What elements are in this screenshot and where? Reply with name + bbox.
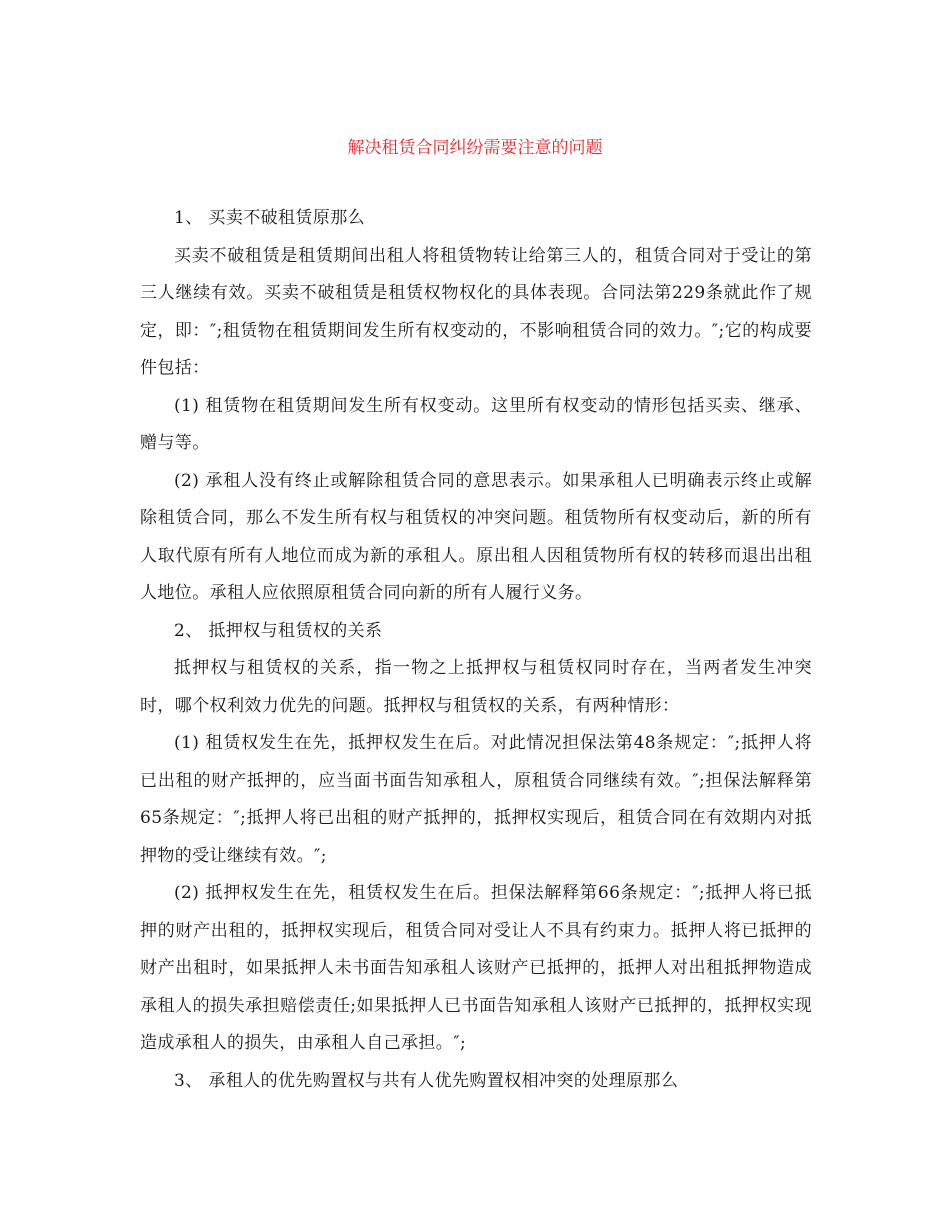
list-item: (1) 租赁权发生在先，抵押权发生在后。对此情况担保法第48条规定：″;抵押人将已出租的财产抵押的，应当面书面告知承租人，原租赁合同继续有效。″;担保法解释第65条规定：″;抵押人将已出租的财产抵押的，抵押权实现后，租赁合同在有效期内对抵押物的受让继续有效。″; bbox=[140, 733, 812, 866]
section-heading-2: 2、 抵押权与租赁权的关系 bbox=[174, 620, 383, 641]
list-item: (2) 承租人没有终止或解除租赁合同的意思表示。如果承租人已明确表示终止或解除租赁合同，那么不发生所有权与租赁权的冲突问题。租赁物所有权变动后，新的所有人取代原有所有人地位而成为新的承租人。原出租人因租赁物所有权的转移而退出出租人地位。承租人应依照原租赁合同向新的所有人履行义务。 bbox=[140, 470, 812, 603]
section-heading-1: 1、 买卖不破租赁原那么 bbox=[174, 208, 366, 228]
section-heading-3: 3、 承租人的优先购置权与共有人优先购置权相冲突的处理原那么 bbox=[174, 1070, 679, 1091]
paragraph: 抵押权与租赁权的关系，指一物之上抵押权与租赁权同时存在，当两者发生冲突时，哪个权利效力优先的问题。抵押权与租赁权的关系，有两种情形： bbox=[140, 658, 812, 716]
list-item: (1) 租赁物在租赁期间发生所有权变动。这里所有权变动的情形包括买卖、继承、赠与等。 bbox=[140, 395, 812, 453]
paragraph: 买卖不破租赁是租赁期间出租人将租赁物转让给第三人的，租赁合同对于受让的第三人继续有效。买卖不破租赁是租赁权物权化的具体表现。合同法第229条就此作了规定，即：″;租赁物在租赁期间发生所有权变动的，不影响租赁合同的效力。″;它的构成要件包括： bbox=[140, 245, 812, 378]
document-body bbox=[140, 200, 812, 1100]
document-title: 解决租赁合同纠纷需要注意的问题 bbox=[347, 138, 603, 158]
list-item: (2) 抵押权发生在先，租赁权发生在后。担保法解释第66条规定：″;抵押人将已抵押的财产出租的，抵押权实现后，租赁合同对受让人不具有约束力。抵押人将已抵押的财产出租时，如果抵押人未书面告知承租人该财产已抵押的，抵押人对出租抵押物造成承租人的损失承担赔偿责任;如果抵押人已书面告知承租人该财产已抵押的，抵押权实现造成承租人的损失，由承租人自己承担。″; bbox=[140, 883, 812, 1053]
